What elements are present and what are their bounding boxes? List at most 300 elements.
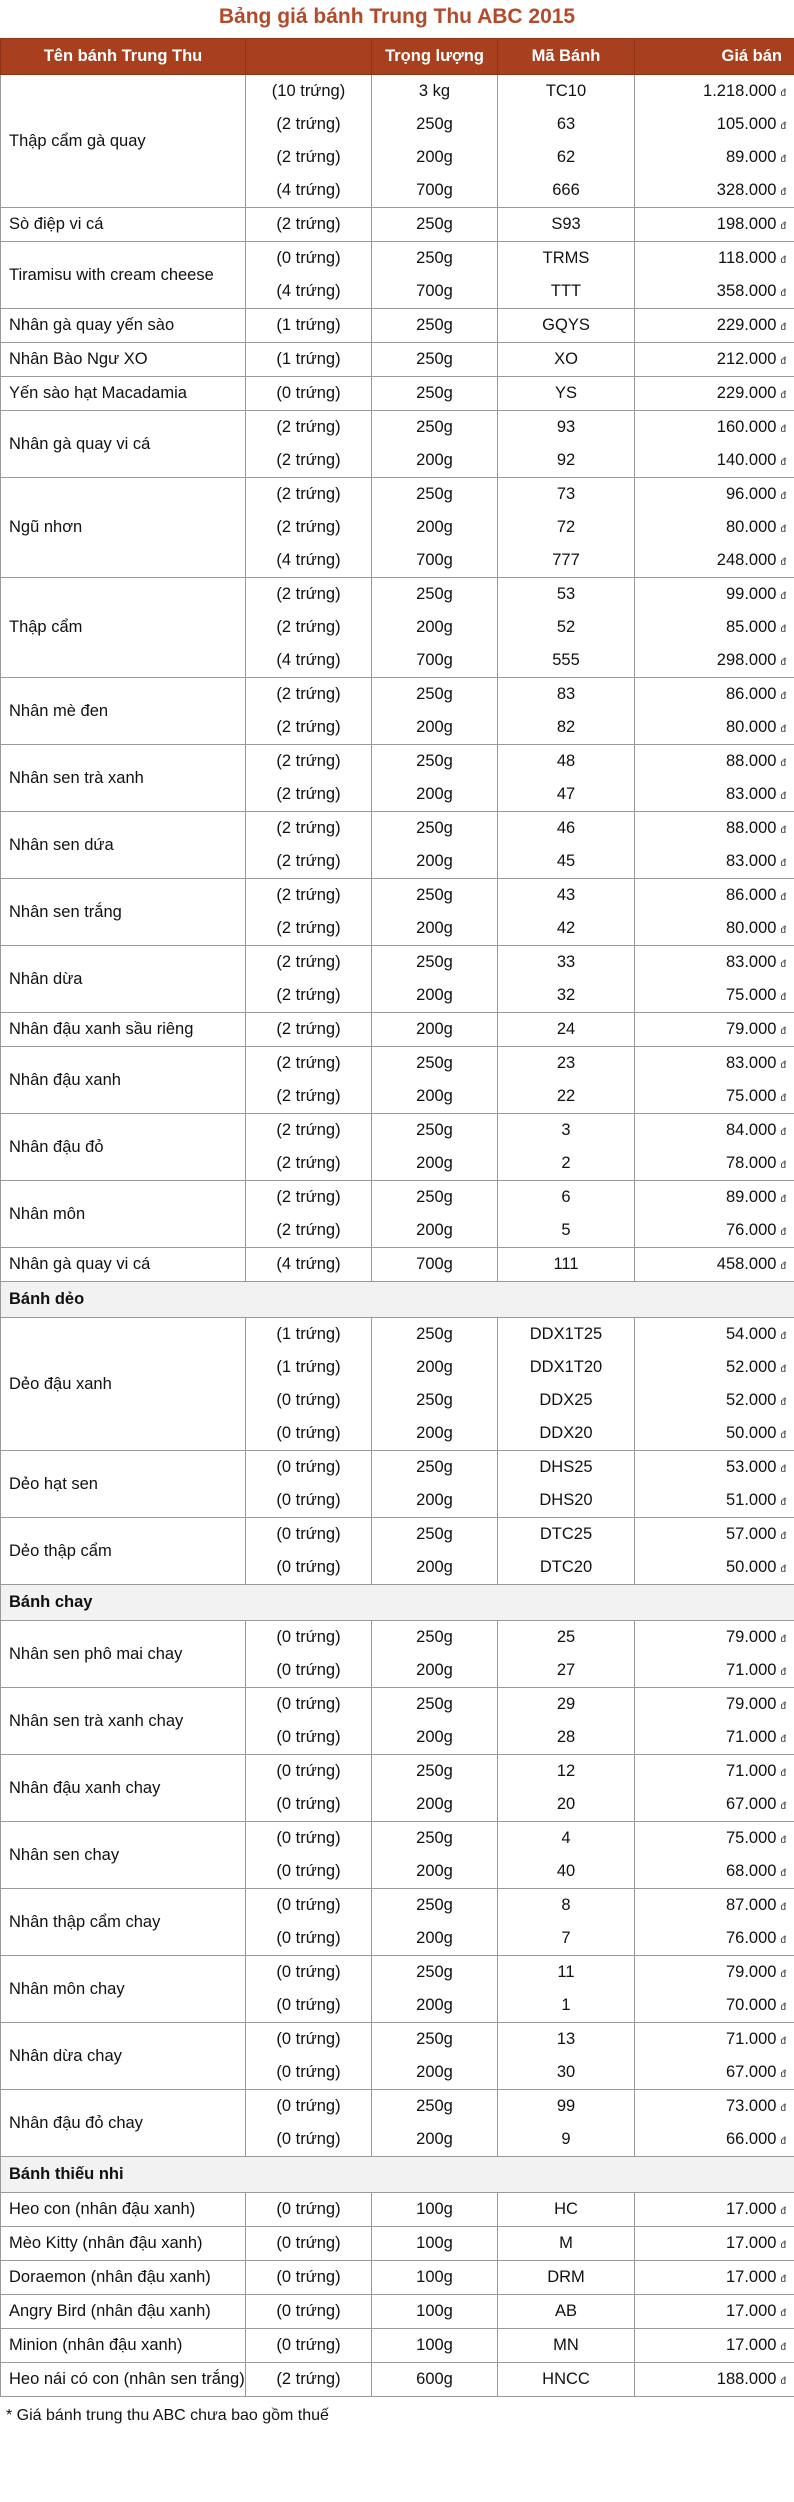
price-value: 80.000 — [725, 518, 777, 536]
product-code: 63 — [498, 108, 635, 141]
egg-count: (2 trứng) — [246, 108, 372, 141]
egg-count: (0 trứng) — [246, 2090, 372, 2124]
category-row — [1, 2157, 794, 2193]
weight-cell: 200g — [372, 1551, 498, 1585]
currency-symbol: đ — [780, 255, 786, 266]
table-header-row — [1, 39, 794, 75]
product-code: 6 — [498, 1181, 635, 1215]
price-cell — [635, 1080, 794, 1114]
product-code: 82 — [498, 711, 635, 745]
product-name: Dẻo đậu xanh — [1, 1318, 246, 1451]
currency-symbol: đ — [780, 1564, 786, 1575]
product-code: 1 — [498, 1989, 635, 2023]
price-cell — [635, 2193, 794, 2227]
table-row — [1, 812, 794, 846]
price-value: 75.000 — [725, 1087, 777, 1105]
weight-cell: 200g — [372, 1989, 498, 2023]
product-code: M — [498, 2227, 635, 2261]
egg-count: (2 trứng) — [246, 946, 372, 980]
price-cell — [635, 912, 794, 946]
product-name: Nhân sen trắng — [1, 879, 246, 946]
price-table — [0, 38, 794, 2397]
product-code: GQYS — [498, 309, 635, 343]
product-code: 4 — [498, 1822, 635, 1856]
egg-count: (4 trứng) — [246, 1248, 372, 1282]
table-row — [1, 1621, 794, 1655]
price-value: 78.000 — [725, 1154, 777, 1172]
price-value: 105.000 — [716, 115, 777, 133]
egg-count: (0 trứng) — [246, 1889, 372, 1923]
product-code: 777 — [498, 544, 635, 578]
price-value: 229.000 — [716, 384, 777, 402]
product-code: 46 — [498, 812, 635, 846]
price-value: 80.000 — [725, 919, 777, 937]
product-name: Nhân sen trà xanh chay — [1, 1688, 246, 1755]
product-code: 62 — [498, 141, 635, 174]
product-code: 11 — [498, 1956, 635, 1990]
price-cell — [635, 1013, 794, 1047]
currency-symbol: đ — [780, 356, 786, 367]
product-code: DDX20 — [498, 1417, 635, 1451]
table-row — [1, 1451, 794, 1485]
weight-cell: 700g — [372, 644, 498, 678]
price-value: 79.000 — [725, 1020, 777, 1038]
currency-symbol: đ — [780, 2240, 786, 2251]
weight-cell: 200g — [372, 711, 498, 745]
product-code: DRM — [498, 2261, 635, 2295]
product-name: Nhân Bào Ngư XO — [1, 343, 246, 377]
price-cell — [635, 1551, 794, 1585]
currency-symbol: đ — [780, 1160, 786, 1171]
weight-cell: 250g — [372, 343, 498, 377]
table-row — [1, 1755, 794, 1789]
product-name: Nhân sen chay — [1, 1822, 246, 1889]
price-value: 17.000 — [725, 2302, 777, 2320]
weight-cell: 250g — [372, 1384, 498, 1417]
currency-symbol: đ — [780, 758, 786, 769]
price-value: 79.000 — [725, 1963, 777, 1981]
currency-symbol: đ — [780, 1430, 786, 1441]
product-name: Nhân đậu đỏ chay — [1, 2090, 246, 2157]
product-code: 92 — [498, 444, 635, 478]
weight-cell: 200g — [372, 979, 498, 1013]
product-name: Nhân sen trà xanh — [1, 745, 246, 812]
price-value: 71.000 — [725, 1762, 777, 1780]
egg-count: (2 trứng) — [246, 444, 372, 478]
product-name: Nhân dừa chay — [1, 2023, 246, 2090]
price-value: 1.218.000 — [703, 82, 777, 100]
weight-cell: 250g — [372, 1889, 498, 1923]
weight-cell: 200g — [372, 1214, 498, 1248]
currency-symbol: đ — [780, 925, 786, 936]
product-name: Heo con (nhân đậu xanh) — [1, 2193, 246, 2227]
weight-cell: 250g — [372, 1822, 498, 1856]
table-row — [1, 1956, 794, 1990]
currency-symbol: đ — [780, 1734, 786, 1745]
weight-cell: 700g — [372, 544, 498, 578]
weight-cell: 200g — [372, 1654, 498, 1688]
product-name: Nhân gà quay vi cá — [1, 1248, 246, 1282]
price-value: 67.000 — [725, 1795, 777, 1813]
weight-cell: 100g — [372, 2261, 498, 2295]
product-name: Dẻo hạt sen — [1, 1451, 246, 1518]
table-row — [1, 2261, 794, 2295]
price-value: 76.000 — [725, 1221, 777, 1239]
price-cell — [635, 879, 794, 913]
egg-count: (0 trứng) — [246, 2295, 372, 2329]
table-row — [1, 946, 794, 980]
price-value: 86.000 — [725, 685, 777, 703]
price-cell — [635, 1214, 794, 1248]
table-row — [1, 1889, 794, 1923]
table-row — [1, 578, 794, 612]
product-code: 666 — [498, 174, 635, 208]
product-code: 555 — [498, 644, 635, 678]
footnote: * Giá bánh trung thu ABC chưa bao gồm thuế — [6, 2407, 329, 2424]
product-code: 52 — [498, 611, 635, 644]
product-code: 45 — [498, 845, 635, 879]
weight-cell: 200g — [372, 444, 498, 478]
price-cell — [635, 845, 794, 879]
price-value: 96.000 — [725, 485, 777, 503]
egg-count: (0 trứng) — [246, 1451, 372, 1485]
weight-cell: 200g — [372, 511, 498, 544]
product-code: 30 — [498, 2056, 635, 2090]
price-cell — [635, 2056, 794, 2090]
table-row — [1, 2227, 794, 2261]
product-code: TC10 — [498, 75, 635, 109]
price-cell — [635, 1755, 794, 1789]
product-name: Dẻo thập cẩm — [1, 1518, 246, 1585]
currency-symbol: đ — [780, 1026, 786, 1037]
price-cell — [635, 2363, 794, 2397]
category-heading: Bánh chay — [1, 1585, 794, 1621]
price-cell — [635, 1351, 794, 1384]
price-cell — [635, 1855, 794, 1889]
weight-cell: 250g — [372, 1621, 498, 1655]
price-value: 57.000 — [725, 1525, 777, 1543]
weight-cell: 200g — [372, 845, 498, 879]
price-value: 140.000 — [716, 451, 777, 469]
price-cell — [635, 343, 794, 377]
currency-symbol: đ — [780, 457, 786, 468]
product-code: TTT — [498, 275, 635, 309]
product-code: HC — [498, 2193, 635, 2227]
price-value: 85.000 — [725, 618, 777, 636]
product-name: Nhân mè đen — [1, 678, 246, 745]
currency-symbol: đ — [780, 992, 786, 1003]
table-row — [1, 242, 794, 276]
currency-symbol: đ — [780, 1060, 786, 1071]
price-value: 83.000 — [725, 852, 777, 870]
table-row — [1, 2295, 794, 2329]
egg-count: (0 trứng) — [246, 1788, 372, 1822]
weight-cell: 250g — [372, 1318, 498, 1352]
price-cell — [635, 1889, 794, 1923]
price-value: 54.000 — [725, 1325, 777, 1343]
price-value: 188.000 — [716, 2370, 777, 2388]
product-code: DTC20 — [498, 1551, 635, 1585]
product-name: Nhân gà quay yến sào — [1, 309, 246, 343]
weight-cell: 200g — [372, 2056, 498, 2090]
product-code: 29 — [498, 1688, 635, 1722]
egg-count: (2 trứng) — [246, 778, 372, 812]
product-code: AB — [498, 2295, 635, 2329]
price-cell — [635, 174, 794, 208]
product-name: Nhân môn chay — [1, 1956, 246, 2023]
table-row — [1, 745, 794, 779]
currency-symbol: đ — [780, 1194, 786, 1205]
price-cell — [635, 1318, 794, 1352]
product-code: 72 — [498, 511, 635, 544]
weight-cell: 700g — [372, 275, 498, 309]
product-code: 83 — [498, 678, 635, 712]
egg-count: (0 trứng) — [246, 242, 372, 276]
table-row — [1, 2363, 794, 2397]
egg-count: (0 trứng) — [246, 1922, 372, 1956]
egg-count: (0 trứng) — [246, 2023, 372, 2057]
weight-cell: 250g — [372, 309, 498, 343]
weight-cell: 200g — [372, 1147, 498, 1181]
price-value: 17.000 — [725, 2234, 777, 2252]
price-cell — [635, 275, 794, 309]
table-row — [1, 1181, 794, 1215]
product-name: Nhân đậu xanh sầu riêng — [1, 1013, 246, 1047]
weight-cell: 250g — [372, 108, 498, 141]
product-code: 40 — [498, 1855, 635, 1889]
weight-cell: 250g — [372, 1181, 498, 1215]
price-value: 80.000 — [725, 718, 777, 736]
currency-symbol: đ — [780, 1127, 786, 1138]
price-value: 51.000 — [725, 1491, 777, 1509]
price-cell — [635, 979, 794, 1013]
price-value: 71.000 — [725, 1728, 777, 1746]
price-value: 86.000 — [725, 886, 777, 904]
weight-cell: 250g — [372, 745, 498, 779]
column-header-code: Mã Bánh — [498, 39, 635, 75]
weight-cell: 250g — [372, 242, 498, 276]
price-cell — [635, 1654, 794, 1688]
weight-cell: 200g — [372, 141, 498, 174]
price-cell — [635, 946, 794, 980]
egg-count: (1 trứng) — [246, 1351, 372, 1384]
table-row — [1, 377, 794, 411]
product-code: 9 — [498, 2123, 635, 2157]
table-row — [1, 879, 794, 913]
weight-cell: 250g — [372, 1451, 498, 1485]
price-value: 118.000 — [718, 249, 777, 267]
price-cell — [635, 544, 794, 578]
product-code: XO — [498, 343, 635, 377]
egg-count: (2 trứng) — [246, 2363, 372, 2397]
egg-count: (0 trứng) — [246, 1518, 372, 1552]
product-code: 5 — [498, 1214, 635, 1248]
price-cell — [635, 1248, 794, 1282]
currency-symbol: đ — [780, 88, 786, 99]
price-cell — [635, 644, 794, 678]
egg-count: (0 trứng) — [246, 2227, 372, 2261]
product-code: 8 — [498, 1889, 635, 1923]
table-row — [1, 208, 794, 242]
price-cell — [635, 745, 794, 779]
product-name: Nhân sen phô mai chay — [1, 1621, 246, 1688]
egg-count: (0 trứng) — [246, 1551, 372, 1585]
product-name: Angry Bird (nhân đậu xanh) — [1, 2295, 246, 2329]
egg-count: (0 trứng) — [246, 377, 372, 411]
table-row — [1, 1114, 794, 1148]
egg-count: (0 trứng) — [246, 1855, 372, 1889]
currency-symbol: đ — [780, 491, 786, 502]
egg-count: (2 trứng) — [246, 1013, 372, 1047]
currency-symbol: đ — [780, 1531, 786, 1542]
currency-symbol: đ — [780, 2376, 786, 2387]
weight-cell: 250g — [372, 812, 498, 846]
egg-count: (0 trứng) — [246, 1384, 372, 1417]
egg-count: (10 trứng) — [246, 75, 372, 109]
egg-count: (0 trứng) — [246, 2193, 372, 2227]
currency-symbol: đ — [780, 1935, 786, 1946]
product-name: Ngũ nhơn — [1, 478, 246, 578]
product-code: 43 — [498, 879, 635, 913]
price-cell — [635, 511, 794, 544]
product-code: 13 — [498, 2023, 635, 2057]
weight-cell: 250g — [372, 1114, 498, 1148]
price-value: 50.000 — [725, 1424, 777, 1442]
product-code: TRMS — [498, 242, 635, 276]
price-value: 52.000 — [725, 1358, 777, 1376]
currency-symbol: đ — [780, 1397, 786, 1408]
currency-symbol: đ — [780, 1464, 786, 1475]
weight-cell: 200g — [372, 611, 498, 644]
weight-cell: 250g — [372, 678, 498, 712]
weight-cell: 250g — [372, 411, 498, 445]
price-value: 52.000 — [725, 1391, 777, 1409]
price-cell — [635, 1989, 794, 2023]
product-name: Nhân gà quay vi cá — [1, 411, 246, 478]
currency-symbol: đ — [780, 1634, 786, 1645]
weight-cell: 250g — [372, 1755, 498, 1789]
price-value: 73.000 — [725, 2097, 777, 2115]
price-value: 17.000 — [725, 2200, 777, 2218]
egg-count: (2 trứng) — [246, 411, 372, 445]
column-header-weight: Trọng lượng — [372, 39, 498, 75]
price-value: 160.000 — [716, 418, 777, 436]
table-row — [1, 2023, 794, 2057]
egg-count: (0 trứng) — [246, 2261, 372, 2295]
product-code: DTC25 — [498, 1518, 635, 1552]
price-cell — [635, 611, 794, 644]
price-value: 79.000 — [725, 1695, 777, 1713]
price-cell — [635, 1721, 794, 1755]
currency-symbol: đ — [780, 657, 786, 668]
currency-symbol: đ — [780, 1331, 786, 1342]
egg-count: (0 trứng) — [246, 2329, 372, 2363]
price-cell — [635, 1621, 794, 1655]
price-cell — [635, 2090, 794, 2124]
price-cell — [635, 242, 794, 276]
weight-cell: 200g — [372, 1788, 498, 1822]
egg-count: (2 trứng) — [246, 1181, 372, 1215]
weight-cell: 250g — [372, 578, 498, 612]
price-cell — [635, 2261, 794, 2295]
price-cell — [635, 1822, 794, 1856]
category-row — [1, 1585, 794, 1621]
egg-count: (0 trứng) — [246, 2123, 372, 2157]
weight-cell: 250g — [372, 1688, 498, 1722]
egg-count: (0 trứng) — [246, 1755, 372, 1789]
table-row — [1, 411, 794, 445]
price-value: 79.000 — [725, 1628, 777, 1646]
currency-symbol: đ — [780, 1667, 786, 1678]
egg-count: (4 trứng) — [246, 275, 372, 309]
currency-symbol: đ — [780, 2206, 786, 2217]
weight-cell: 250g — [372, 946, 498, 980]
table-row — [1, 1248, 794, 1282]
price-value: 298.000 — [716, 651, 777, 669]
weight-cell: 200g — [372, 1080, 498, 1114]
price-cell — [635, 1384, 794, 1417]
product-code: 12 — [498, 1755, 635, 1789]
egg-count: (0 trứng) — [246, 1417, 372, 1451]
category-heading: Bánh dẻo — [1, 1282, 794, 1318]
product-code: 47 — [498, 778, 635, 812]
egg-count: (1 trứng) — [246, 1318, 372, 1352]
table-row — [1, 2090, 794, 2124]
price-cell — [635, 578, 794, 612]
price-cell — [635, 778, 794, 812]
product-code: 53 — [498, 578, 635, 612]
price-cell — [635, 2329, 794, 2363]
currency-symbol: đ — [780, 591, 786, 602]
egg-count: (0 trứng) — [246, 1822, 372, 1856]
egg-count: (0 trứng) — [246, 1688, 372, 1722]
weight-cell: 250g — [372, 2090, 498, 2124]
product-name: Thập cẩm — [1, 578, 246, 678]
weight-cell: 250g — [372, 1518, 498, 1552]
egg-count: (2 trứng) — [246, 678, 372, 712]
product-code: S93 — [498, 208, 635, 242]
price-value: 212.000 — [716, 350, 777, 368]
table-row — [1, 1047, 794, 1081]
egg-count: (1 trứng) — [246, 343, 372, 377]
egg-count: (4 trứng) — [246, 174, 372, 208]
price-value: 68.000 — [725, 1862, 777, 1880]
currency-symbol: đ — [780, 2002, 786, 2013]
price-cell — [635, 444, 794, 478]
egg-count: (2 trứng) — [246, 1147, 372, 1181]
weight-cell: 600g — [372, 2363, 498, 2397]
product-name: Minion (nhân đậu xanh) — [1, 2329, 246, 2363]
price-cell — [635, 478, 794, 512]
egg-count: (2 trứng) — [246, 1214, 372, 1248]
weight-cell: 250g — [372, 1047, 498, 1081]
currency-symbol: đ — [780, 1497, 786, 1508]
price-value: 66.000 — [725, 2130, 777, 2148]
egg-count: (2 trứng) — [246, 208, 372, 242]
price-value: 87.000 — [725, 1896, 777, 1914]
egg-count: (0 trứng) — [246, 1721, 372, 1755]
currency-symbol: đ — [780, 1868, 786, 1879]
egg-count: (2 trứng) — [246, 478, 372, 512]
currency-symbol: đ — [780, 1835, 786, 1846]
product-name: Nhân môn — [1, 1181, 246, 1248]
egg-count: (0 trứng) — [246, 1654, 372, 1688]
weight-cell: 250g — [372, 478, 498, 512]
product-name: Mèo Kitty (nhân đậu xanh) — [1, 2227, 246, 2261]
currency-symbol: đ — [780, 424, 786, 435]
egg-count: (4 trứng) — [246, 644, 372, 678]
egg-count: (2 trứng) — [246, 141, 372, 174]
